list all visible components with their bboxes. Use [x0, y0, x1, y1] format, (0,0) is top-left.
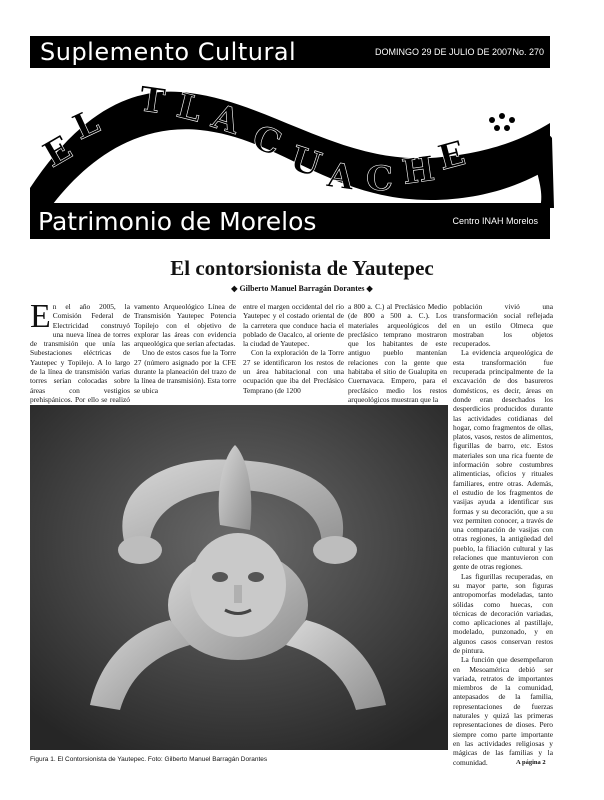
paragraph: Las figurillas recuperadas, en su mayor parte, son figuras antropomorfas modeladas, tanto sólidas como huecas, con técnicas de decoración variadas, como aplicaciones al pastillaje, modelado, punzonado, y en algunos casos conservan restos de pintura.: [453, 571, 553, 655]
section-header-bar: [30, 203, 550, 239]
continued-on-page: A página 2: [516, 759, 546, 766]
paragraph: La evidencia arqueológica de esta transformación fue recuperada principalmente de la excavación de dos basureros domésticos, es decir, áreas en donde eran desechados los desperdicios producidos durante las actividades cotidianas del hogar, como fragmentos de ollas, platos, vasos, restos de alimentos, figurillas de barro, etc. Estos materiales son una rica fuente de información sobre costumbres alimenticias, oficios y rituales familiares, entre otras. Además, el estudio de los fragmentos de vasijas ayuda a identificar sus formas y su decoración, que a su vez permiten conocer, a través de una comparación de vasijas con otras regiones, la antigüedad del pueblo, la filiación cultural y las relaciones que mantuvieron con gente de otras regiones.: [453, 348, 553, 572]
masthead-wave: [30, 92, 550, 208]
article-byline: ◆ Gilberto Manuel Barragán Dorantes ◆: [231, 284, 373, 293]
paragraph: entre el margen occidental del río Yautepec y el costado oriental de la carretera que conduce hacia el poblado de Oacalco, al oriente de la ciudad de Yautepec.: [243, 302, 344, 349]
supplement-header-bar: [30, 36, 550, 68]
paragraph: Con la exploración de la Torre 27 se identificaron los restos de un área habitacional con una ocupación que iba del Preclásico Temprano (de 1200: [243, 348, 344, 395]
masthead-letter-1: E: [36, 128, 79, 176]
masthead-letter-7: U: [285, 138, 326, 186]
ornament-icon: [489, 113, 515, 131]
paragraph: Uno de estos casos fue la Torre 27 (número asignado por la CFE durante la planeación del trazo de la línea de transmisión). Esta torre se ubica: [134, 348, 236, 395]
article-column-1: [30, 298, 130, 414]
contortionist-figurine-image: [30, 405, 448, 750]
masthead-letter-6: C: [246, 117, 287, 165]
paragraph: a 800 a. C.) al Preclásico Medio (de 800 a 500 a. C.). Los materiales arqueológicos del preclásico temprano mostraron que los habitantes de este antiguo pueblo mantenían relaciones con la gente que habitaba el sitio de Gualupita en Cuernavaca. Empero, para el preclásico medio los restos arqueológicos muestran que la: [348, 302, 447, 404]
masthead-letter-4: L: [172, 85, 206, 131]
paragraph: La función que desempeñaron en Mesoamérica debió ser variada, retratos de importantes miembros de la comunidad, antepasados de la familia, representaciones de fuerzas naturales y quizá las primeras representaciones de dioses. Pero siempre como parte importante en las actividades religiosas y mágicas de las familias y la comunidad.: [453, 655, 553, 767]
masthead-letter-5: A: [207, 96, 245, 143]
masthead-letter-8: A: [324, 155, 357, 199]
masthead-letter-10: H: [399, 148, 438, 193]
figure-caption: Figura 1. El Contorsionista de Yautepec. Foto: Gilberto Manuel Barragán Dorantes: [30, 756, 268, 763]
paragraph: En el año 2005, la Comisión Federal de Electricidad construyó una nueva línea de torres de transmisión que unía las Subestaciones eléctricas de Yautepec y Topilejo. A lo largo de la línea de transmisión varias torres serían colocadas sobre áreas con vestigios prehispánicos. Por ello se realizó: [30, 298, 130, 404]
issue-number: No. 270: [512, 47, 544, 57]
figure-photo: [30, 405, 448, 750]
masthead-letter-9: C: [366, 159, 394, 199]
article-column-4: [348, 302, 447, 404]
masthead-letter-11: E: [433, 133, 470, 179]
article-column-5: [453, 302, 553, 767]
drop-cap: E: [30, 298, 51, 335]
article-title: El contorsionista de Yautepec: [170, 256, 434, 280]
article-column-2: [134, 302, 236, 395]
article-column-3: [243, 302, 344, 395]
paragraph: vamento Arqueológico Línea de Transmisión Yautepec Potencia Topilejo con el objetivo de explorar las áreas con evidencia arqueológica que serían afectadas.: [134, 302, 236, 349]
paragraph: población vivió una transformación social reflejada en un estilo Olmeca que mostraban los objetos recuperados.: [453, 302, 553, 349]
supplement-title: Suplemento Cultural: [40, 38, 297, 66]
masthead-logo: [30, 68, 554, 208]
institution-name: Centro INAH Morelos: [452, 216, 538, 226]
issue-date: DOMINGO 29 DE JULIO DE 2007: [375, 47, 513, 57]
masthead-letter-2: L: [66, 101, 106, 149]
masthead-letter-3: T: [136, 79, 168, 123]
section-title: Patrimonio de Morelos: [38, 207, 317, 236]
tail-icon: [534, 134, 554, 208]
